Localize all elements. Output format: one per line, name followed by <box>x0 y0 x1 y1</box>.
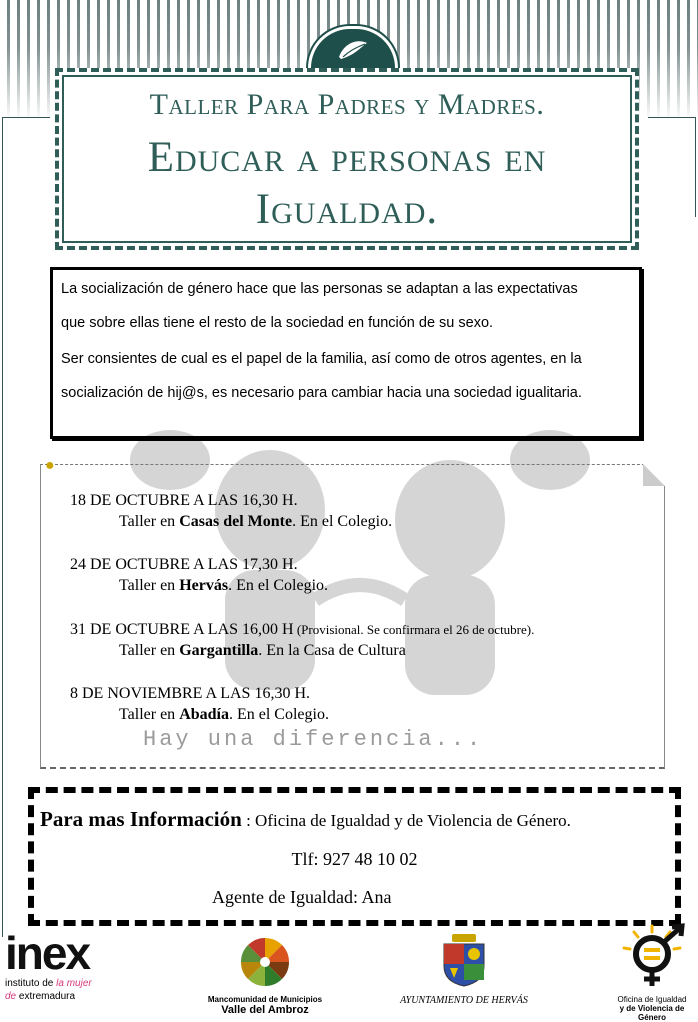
hervas-coat-of-arms-icon <box>436 932 492 988</box>
inex-logo <box>5 927 92 1002</box>
watermark-text: Hay una diferencia... <box>143 727 484 752</box>
contact-box <box>28 787 681 926</box>
mancomunidad-line1: Mancomunidad de Municipios <box>207 995 323 1004</box>
inex-wordmark: inex <box>5 927 90 979</box>
intro-line: socialización de hij@s, es necesario para cambiar hacia una sociedad igualitaria. <box>61 385 582 401</box>
left-frame-line-v <box>2 117 3 937</box>
inex-sub2: extremadura <box>18 991 76 1002</box>
contact-phone: Tlf: 927 48 10 02 <box>291 849 418 869</box>
right-frame-line <box>648 117 696 118</box>
oficina-line2: y de Violencia de Género <box>619 1004 685 1022</box>
left-frame-line <box>2 117 50 118</box>
entry-date: 31 DE OCTUBRE A LAS 16,00 H <box>70 621 294 638</box>
entry-place: Hervás <box>179 577 229 594</box>
oficina-line1: Oficina de Igualdad <box>617 995 687 1004</box>
main-heading-line1: Educar a personas en <box>147 134 547 181</box>
leaf-icon <box>337 37 369 63</box>
entry-prefix: Taller en <box>119 706 180 723</box>
gender-equality-icon <box>612 922 692 990</box>
schedule-entry <box>70 683 329 725</box>
intro-line: La socialización de género hace que las personas se adaptan a las expectativas <box>61 281 578 297</box>
contact-office-line <box>40 807 571 832</box>
mancomunidad-logo <box>205 936 325 1016</box>
entry-place: Casas del Monte <box>179 513 293 530</box>
entry-note: (Provisional. Se confirmara el 26 de octubre). <box>293 622 535 637</box>
entry-place: Gargantilla <box>179 642 259 659</box>
entry-date: 24 DE OCTUBRE A LAS 17,30 H. <box>70 556 298 573</box>
inex-sub1: instituto de <box>5 978 57 989</box>
entry-venue: . En el Colegio. <box>228 706 329 723</box>
entry-venue: . En el Colegio. <box>228 577 329 594</box>
entry-venue: . En la Casa de Cultura <box>258 642 406 659</box>
entry-venue: . En el Colegio. <box>292 513 393 530</box>
entry-date: 18 DE OCTUBRE A LAS 16,30 H. <box>70 492 298 509</box>
workshop-title: Taller Para Padres y Madres. <box>149 88 545 121</box>
entry-date: 8 DE NOVIEMBRE A LAS 16,30 H. <box>70 685 311 702</box>
hervas-text: AYUNTAMIENTO DE HERVÁS <box>400 995 528 1006</box>
mancomunidad-line2: Valle del Ambroz <box>221 1004 309 1016</box>
right-frame-line-v <box>695 117 696 217</box>
contact-agent: Agente de Igualdad: Ana <box>212 887 392 907</box>
intro-line: que sobre ellas tiene el resto de la sociedad en función de su sexo. <box>61 315 494 331</box>
schedule-panel <box>40 457 665 769</box>
entry-prefix: Taller en <box>119 577 180 594</box>
schedule-entry <box>70 619 534 661</box>
entry-place: Abadía <box>179 706 229 723</box>
oficina-igualdad-logo <box>606 922 698 1022</box>
schedule-entry <box>70 554 328 596</box>
intro-line: Ser consientes de cual es el papel de la familia, así como de otros agentes, en la <box>61 351 582 367</box>
main-heading-line2: Igualdad. <box>255 186 439 233</box>
main-heading <box>59 132 635 236</box>
contact-label: Para mas Información <box>40 807 242 831</box>
entry-prefix: Taller en <box>119 513 180 530</box>
inex-sub1-pink: la mujer <box>56 978 92 989</box>
pin-icon: ● <box>45 457 55 474</box>
intro-box <box>50 267 642 439</box>
inex-sub2-pink: de <box>5 991 19 1002</box>
page-fold <box>643 464 665 486</box>
title-box <box>55 68 639 250</box>
hervas-logo <box>384 932 544 1006</box>
schedule-entry <box>70 490 392 532</box>
entry-prefix: Taller en <box>119 642 180 659</box>
contact-office: : Oficina de Igualdad y de Violencia de Género. <box>241 811 571 830</box>
mancomunidad-emblem-icon <box>233 936 297 988</box>
sponsor-logos <box>0 926 698 1022</box>
